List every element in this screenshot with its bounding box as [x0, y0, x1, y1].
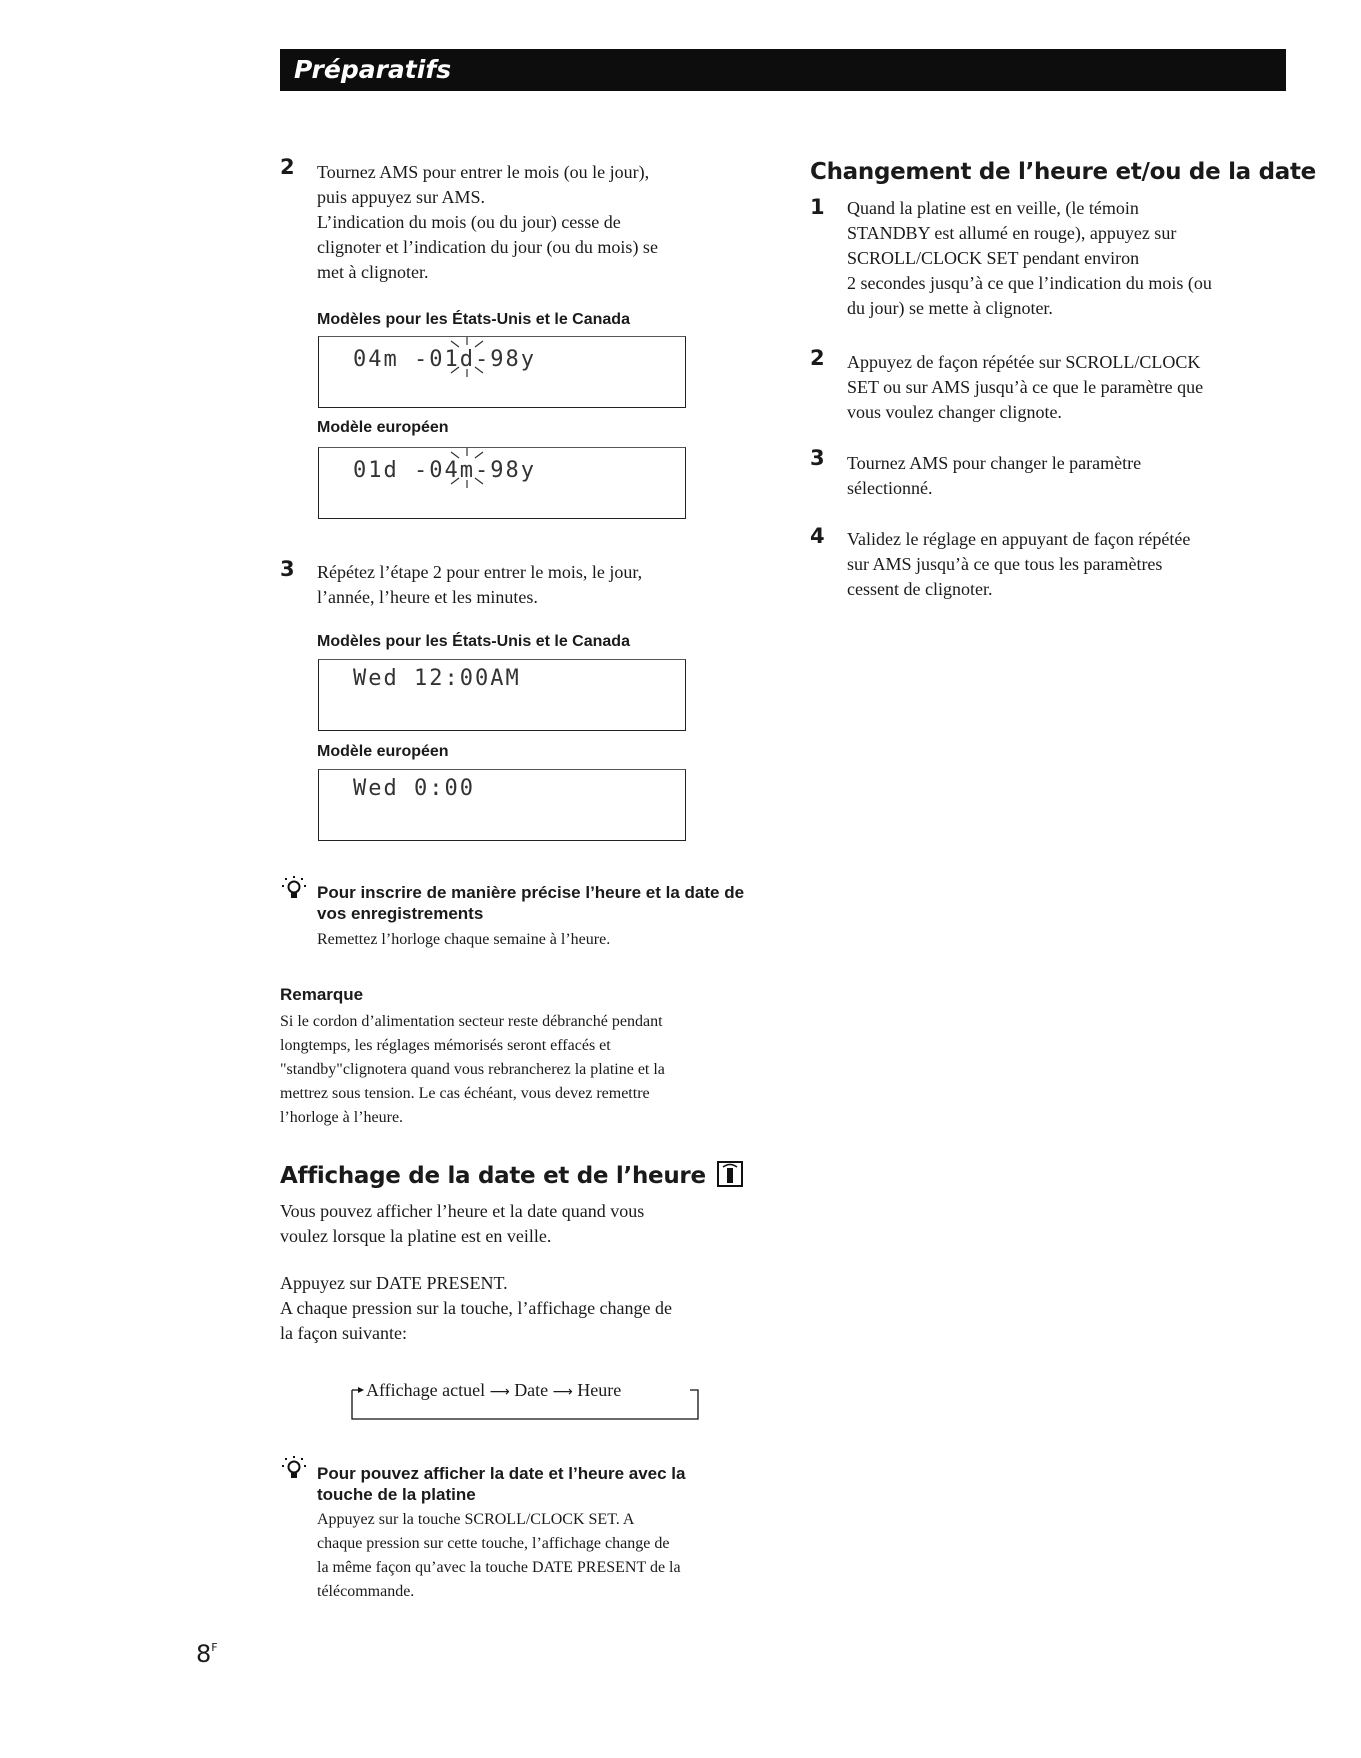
- remark-title: Remarque: [280, 985, 364, 1004]
- text-line: Tournez AMS pour entrer le mois (ou le jour),: [317, 162, 650, 182]
- tip-text: Remettez l’horloge chaque semaine à l’heure.: [317, 931, 611, 948]
- text-line: Appuyez sur DATE PRESENT.: [280, 1273, 508, 1293]
- cycle-step: Affichage actuel: [366, 1380, 486, 1400]
- text-line: chaque pression sur cette touche, l’affichage change de: [317, 1535, 670, 1552]
- lightbulb-tip-icon: [281, 1456, 307, 1482]
- lcd-display-box: [318, 447, 686, 519]
- heading-text: Affichage de la date et de l’heure: [280, 1163, 706, 1189]
- step-number: 4: [810, 524, 825, 548]
- text-line: Validez le réglage en appuyant de façon répétée: [847, 529, 1191, 549]
- text-line: Appuyez de façon répétée sur SCROLL/CLOCK: [847, 352, 1201, 372]
- model-label-eu: Modèle européen: [317, 419, 449, 436]
- arrow-right-icon: ⟶: [489, 1384, 510, 1400]
- section-intro: [280, 1199, 760, 1249]
- text-line: touche de la platine: [317, 1485, 476, 1504]
- page-number-digit: 8: [196, 1640, 212, 1668]
- text-line: SCROLL/CLOCK SET pendant environ: [847, 248, 1140, 268]
- text-line: cessent de clignoter.: [847, 579, 993, 599]
- press-instructions: [280, 1271, 760, 1346]
- blink-rays-icon: [437, 337, 497, 379]
- text-line: vous voulez changer clignote.: [847, 402, 1062, 422]
- text-line: du jour) se mette à clignoter.: [847, 298, 1053, 318]
- text-line: "standby"clignotera quand vous rebrancherez la platine et la: [280, 1061, 665, 1078]
- text-line: Pour pouvez afficher la date et l’heure avec la: [317, 1464, 686, 1483]
- lcd-text: Wed 0:00: [353, 776, 475, 801]
- section-heading: [280, 1161, 743, 1189]
- section-header-bar: [280, 49, 1286, 91]
- step-number: 1: [810, 195, 825, 219]
- text-line: sur AMS jusqu’à ce que tous les paramètres: [847, 554, 1163, 574]
- text-line: SET ou sur AMS jusqu’à ce que le paramètre que: [847, 377, 1204, 397]
- section-title: Préparatifs: [294, 55, 452, 84]
- lcd-text: Wed 12:00AM: [353, 666, 521, 691]
- text-line: voulez lorsque la platine est en veille.: [280, 1226, 552, 1246]
- text-line: Répétez l’étape 2 pour entrer le mois, le jour,: [317, 562, 643, 582]
- lcd-display-box: [318, 659, 686, 731]
- text-line: l’horloge à l’heure.: [280, 1109, 404, 1126]
- remote-control-icon: [717, 1161, 743, 1187]
- text-line: vos enregistrements: [317, 904, 484, 923]
- lcd-text: 01d -04m-98y: [353, 458, 536, 483]
- text-line: télécommande.: [317, 1583, 415, 1600]
- change-step-1-text: [847, 196, 1297, 321]
- text-line: Quand la platine est en veille, (le témoin: [847, 198, 1139, 218]
- text-line: L’indication du mois (ou du jour) cesse de: [317, 212, 621, 232]
- change-step-3-text: [847, 451, 1297, 501]
- page-number-suffix: F: [211, 1641, 218, 1654]
- text-line: met à clignoter.: [317, 262, 429, 282]
- tip-text: [317, 1508, 797, 1604]
- step-number: 2: [810, 346, 825, 370]
- step-2-text: [317, 160, 737, 285]
- text-line: Vous pouvez afficher l’heure et la date quand vous: [280, 1201, 645, 1221]
- text-line: Tournez AMS pour changer le paramètre: [847, 453, 1142, 473]
- step-number: 2: [280, 155, 295, 179]
- text-line: clignoter et l’indication du jour (ou du mois) se: [317, 237, 658, 257]
- text-line: 2 secondes jusqu’à ce que l’indication du mois (ou: [847, 273, 1212, 293]
- text-line: Pour inscrire de manière précise l’heure et la date de: [317, 883, 745, 902]
- text-line: A chaque pression sur la touche, l’affichage change de: [280, 1298, 673, 1318]
- text-line: Appuyez sur la touche SCROLL/CLOCK SET. A: [317, 1511, 635, 1528]
- model-label-us: Modèles pour les États-Unis et le Canada: [317, 633, 630, 650]
- text-line: puis appuyez sur AMS.: [317, 187, 485, 207]
- text-line: longtemps, les réglages mémorisés seront effacés et: [280, 1037, 611, 1054]
- model-label-eu: Modèle européen: [317, 743, 449, 760]
- page-number: [196, 1640, 218, 1668]
- lcd-display-box: [318, 336, 686, 408]
- section-heading: Changement de l’heure et/ou de la date: [810, 159, 1316, 185]
- change-step-2-text: [847, 350, 1297, 425]
- step-number: 3: [810, 446, 825, 470]
- tip-title: [317, 1463, 777, 1505]
- cycle-diagram: [366, 1378, 621, 1405]
- cycle-step: Heure: [577, 1380, 622, 1400]
- step-number: 3: [280, 557, 295, 581]
- text-line: STANDBY est allumé en rouge), appuyez sur: [847, 223, 1177, 243]
- text-line: la façon suivante:: [280, 1323, 407, 1343]
- remark-text: [280, 1010, 760, 1130]
- step-3-text: [317, 560, 737, 610]
- change-step-4-text: [847, 527, 1297, 602]
- text-line: l’année, l’heure et les minutes.: [317, 587, 538, 607]
- blink-rays-icon: [437, 448, 497, 490]
- lcd-text: 04m -01d-98y: [353, 347, 536, 372]
- arrow-right-icon: ⟶: [552, 1384, 573, 1400]
- text-line: Si le cordon d’alimentation secteur reste débranché pendant: [280, 1013, 663, 1030]
- text-line: sélectionné.: [847, 478, 933, 498]
- cycle-step: Date: [514, 1380, 549, 1400]
- lightbulb-tip-icon: [281, 876, 307, 902]
- model-label-us: Modèles pour les États-Unis et le Canada: [317, 311, 630, 328]
- text-line: mettrez sous tension. Le cas échéant, vous devez remettre: [280, 1085, 650, 1102]
- text-line: la même façon qu’avec la touche DATE PRESENT de la: [317, 1559, 681, 1576]
- tip-title: [317, 882, 777, 924]
- lcd-display-box: [318, 769, 686, 841]
